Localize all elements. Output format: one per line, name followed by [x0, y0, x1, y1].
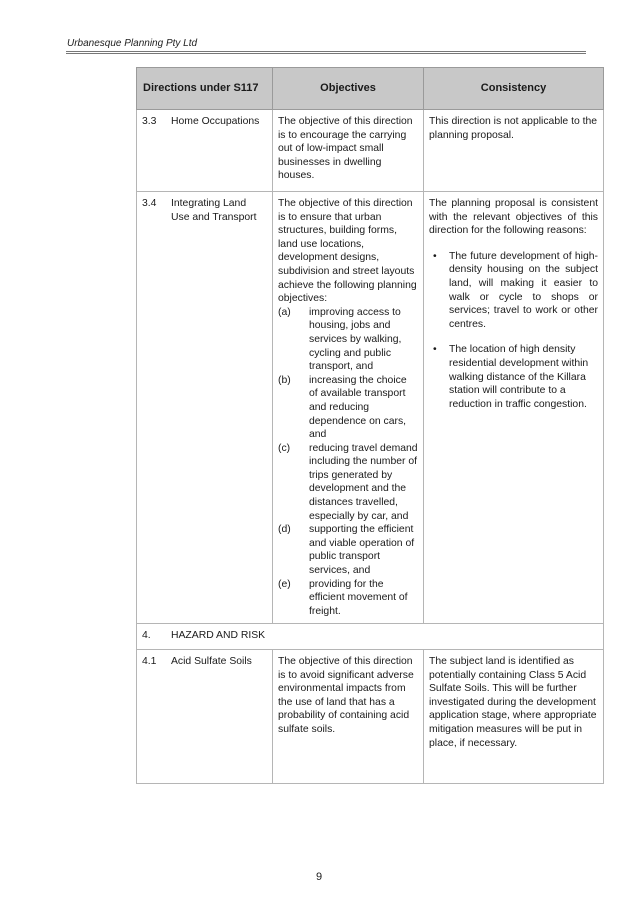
list-item: [429, 343, 598, 411]
header-directions: Directions under S117: [137, 68, 273, 110]
s117-directions-table: [136, 67, 604, 784]
objective-cell: [273, 192, 424, 624]
objective-subitem: [278, 578, 418, 619]
section-row: [137, 624, 604, 650]
header-objectives: Objectives: [273, 68, 424, 110]
objective-intro: The objective of this direction is to ensure that urban structures, building forms, land use locations, development designs, subdivision and street layouts achieve the following planning objectives:: [278, 198, 417, 305]
table-row: [137, 192, 604, 624]
bullet-icon: •: [433, 250, 437, 262]
objective-cell: The objective of this direction is to encourage the carrying out of low-impact small businesses in dwelling houses.: [273, 110, 424, 192]
direction-number: 3.3: [142, 116, 157, 127]
document-header: Urbanesque Planning Pty Ltd: [67, 38, 198, 49]
subitem-text: increasing the choice of available transport and reducing dependence on cars, and: [309, 374, 407, 441]
header-consistency: Consistency: [424, 68, 604, 110]
subitem-label: (c): [278, 442, 291, 454]
table-row: [137, 650, 604, 784]
header-rule: [66, 51, 586, 52]
objective-subitem: [278, 442, 418, 524]
direction-title: Acid Sulfate Soils: [171, 656, 252, 667]
direction-number: 3.4: [142, 198, 157, 209]
list-item: [429, 250, 598, 332]
section-number: 4.: [142, 630, 151, 642]
section-title: HAZARD AND RISK: [171, 630, 266, 642]
subitem-label: (a): [278, 306, 291, 318]
direction-number: 4.1: [142, 656, 157, 667]
consistency-cell: [424, 192, 604, 624]
consistency-cell: This direction is not applicable to the planning proposal.: [424, 110, 604, 192]
bullet-icon: •: [433, 344, 437, 356]
consistency-bullets: [429, 250, 598, 412]
consistency-cell: The subject land is identified as potentially containing Class 5 Acid Sulfate Soils. This will be further investigated during the development application stage, where appropriate mitigation measures will be put in place, if necessary.: [424, 650, 604, 784]
subitem-text: reducing travel demand including the number of trips generated by development and the distances travelled, especially by car, and: [309, 442, 418, 522]
bullet-text: The future development of high-density housing on the subject land, will making it easier to walk or cycle to shops or services; travel to work or other centres.: [449, 250, 598, 330]
objective-cell: The objective of this direction is to avoid significant adverse environmental impacts from the use of land that has a probability of containing acid sulfate soils.: [273, 650, 424, 784]
subitem-text: providing for the efficient movement of freight.: [309, 578, 408, 617]
subitem-label: (b): [278, 374, 291, 386]
direction-title: Home Occupations: [171, 116, 260, 127]
subitem-label: (d): [278, 524, 291, 536]
header-rule-double: [66, 53, 586, 54]
direction-cell: [137, 110, 273, 192]
table-row: [137, 110, 604, 192]
subitem-label: (e): [278, 578, 291, 590]
subitem-text: supporting the efficient and viable operation of public transport services, and: [309, 524, 415, 577]
consistency-intro: The planning proposal is consistent with the relevant objectives of this direction for the following reasons:: [429, 198, 598, 237]
table-header-row: [137, 68, 604, 110]
objective-subitem: [278, 523, 418, 577]
objective-subitem: [278, 306, 418, 374]
section-heading: [137, 624, 604, 650]
direction-title: Integrating Land Use and Transport: [171, 198, 257, 223]
page-number: 9: [315, 871, 323, 883]
direction-cell: [137, 192, 273, 624]
subitem-text: improving access to housing, jobs and services by walking, cycling and public transport, and: [309, 306, 402, 373]
objective-subitem: [278, 374, 418, 442]
bullet-text: The location of high density residential development within walking distance of the Killara station will contribute to a reduction in traffic congestion.: [449, 344, 589, 410]
direction-cell: [137, 650, 273, 784]
